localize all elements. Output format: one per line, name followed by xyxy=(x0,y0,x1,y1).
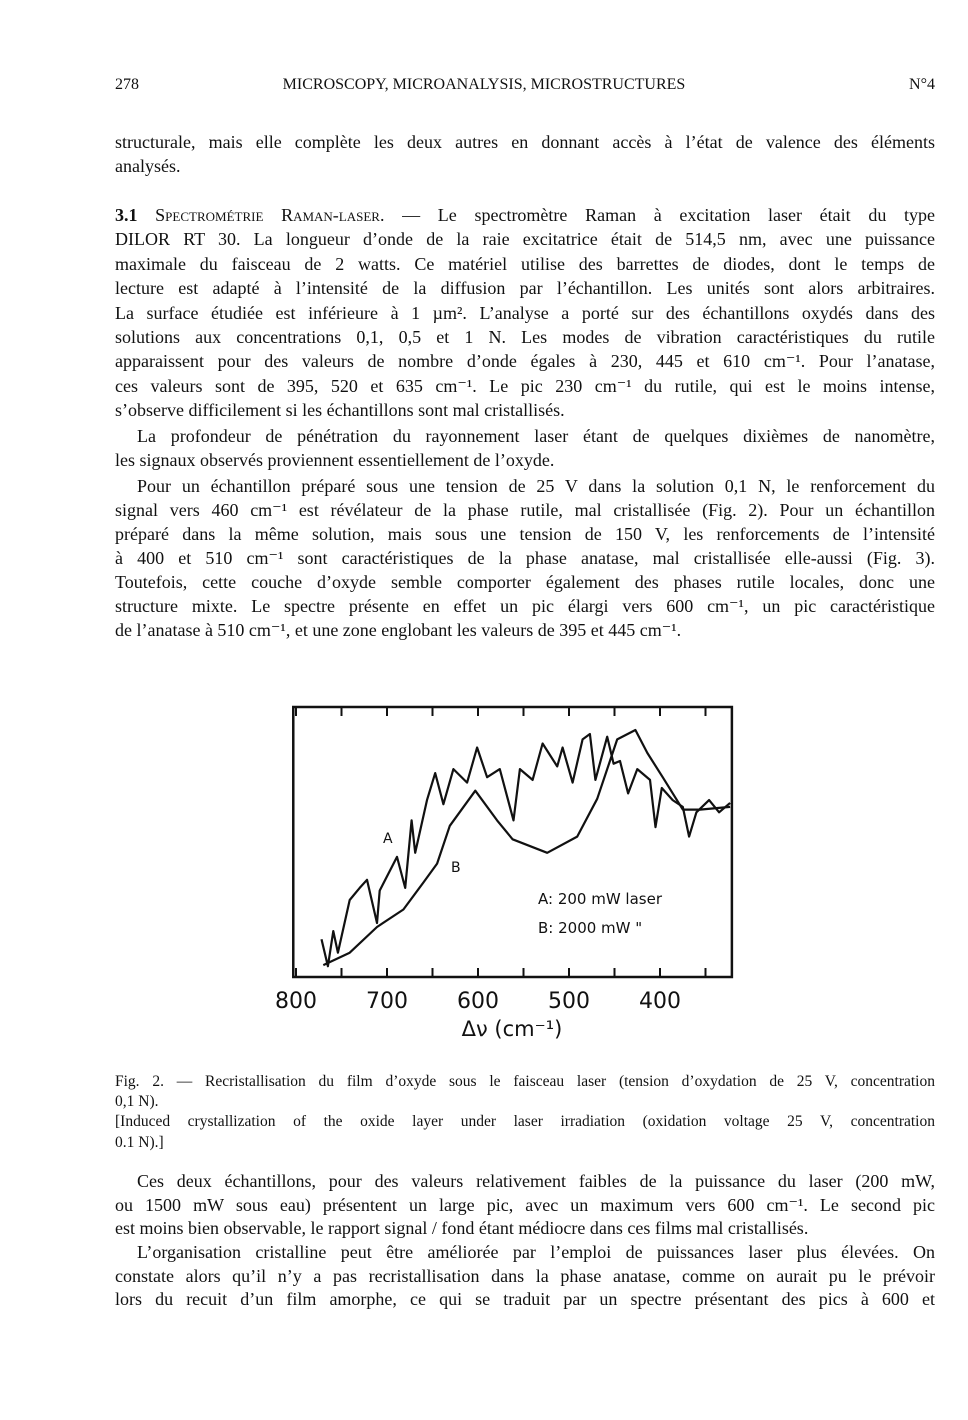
text-line: Ces deux échantillons, pour des valeurs relativement faibles de la puissance du laser (200 mW, xyxy=(137,1171,935,1191)
series-a-line xyxy=(322,734,731,966)
issue-number: N°4 xyxy=(909,76,935,93)
series-b-label: B xyxy=(451,860,461,876)
text-line: lecture est adapté à l’intensité de la diffusion par l’échantillon. Les unités sont alors arbitraires. xyxy=(115,278,935,299)
caption-fr-line: 0,1 N). xyxy=(115,1093,159,1111)
series-a-label: A xyxy=(383,831,393,847)
paragraph-penetration xyxy=(115,425,935,472)
text-line: lors du recuit d’un film amorphe, ce qui se traduit par un spectre présentant des pics à 600 et xyxy=(115,1289,935,1310)
figure-caption xyxy=(115,1072,935,1153)
x-tick-label: 800 xyxy=(275,989,317,1014)
text-line: est moins bien observable, le rapport signal / fond étant médiocre dans ces films mal cristallisés. xyxy=(115,1218,809,1239)
text-line: apparaissent pour des valeurs de nombre d’onde égales à 230, 445 et 610 cm⁻¹. Pour l’anatase, xyxy=(115,351,935,372)
paragraph-samples xyxy=(115,474,935,642)
text-line: structure mixte. Le spectre présente en effet un pic élargi vers 600 cm⁻¹, un pic caractéristique xyxy=(115,596,935,616)
text-line: maximale du faisceau de 2 watts. Ce matériel utilise des barrettes de diodes, dont le temps de xyxy=(115,253,935,274)
text-line: constate alors qu’il n’y a pas recristallisation dans la phase anatase, comme on aurait pu le prévoir xyxy=(115,1265,935,1286)
text-line: les signaux observés proviennent essentiellement de l’oxyde. xyxy=(115,449,555,470)
text-line: s’observe difficilement si les échantillons sont mal cristallisés. xyxy=(115,400,565,421)
text-line: ou 1500 mW sous eau) présentent un large pic, avec un maximum vers 600 cm⁻¹. Le second pic xyxy=(115,1194,935,1215)
plot-frame xyxy=(293,707,732,977)
text-line: solutions aux concentrations 0,1, 0,5 et 1 N. Les modes de vibration caractéristiques du rutile xyxy=(115,326,935,347)
text-line: de l’anatase à 510 cm⁻¹, et une zone englobant les valeurs de 395 et 445 cm⁻¹. xyxy=(115,620,682,640)
text-line: préparé dans la même solution, mais sous une tension de 150 V, les renforcements de l’intensité xyxy=(115,524,935,544)
x-tick-label: 700 xyxy=(366,989,408,1014)
text-line: La profondeur de pénétration du rayonnement laser étant de quelques dixièmes de nanomètre, xyxy=(137,426,935,446)
text-line: Toutefois, cette couche d’oxyde semble comporter également des phases rutile locales, donc une xyxy=(115,572,935,592)
section-first-line: — Le spectromètre Raman à excitation laser était du type xyxy=(384,205,935,225)
section-title: Spectrométrie Raman-laser. xyxy=(155,205,385,225)
section-heading-line xyxy=(115,203,935,227)
section-number: 3.1 xyxy=(115,205,138,225)
paragraph-high-power xyxy=(115,1241,935,1312)
x-tick-label: 600 xyxy=(457,989,499,1014)
section-body xyxy=(115,227,935,422)
caption-en-line: [Induced crystallization of the oxide layer under laser irradiation (oxidation voltage 25 V, concentration xyxy=(115,1113,935,1131)
page-number: 278 xyxy=(115,76,139,93)
paragraph-intro xyxy=(115,131,935,178)
caption-en-line: 0.1 N).] xyxy=(115,1133,164,1151)
text-line: La surface étudiée est inférieure à 1 µm². L’analyse a porté sur des échantillons oxydés dans des xyxy=(115,302,935,323)
paragraph-low-power xyxy=(115,1170,935,1241)
x-tick-label: 400 xyxy=(639,989,681,1014)
running-title: MICROSCOPY, MICROANALYSIS, MICROSTRUCTURES xyxy=(282,76,686,93)
x-axis-label: Δν (cm⁻¹) xyxy=(461,1017,563,1041)
section-3-1 xyxy=(115,203,935,423)
caption-fr-line: Fig. 2. — Recristallisation du film d’oxyde sous le faisceau laser (tension d’oxydation de 25 V, concentration xyxy=(115,1073,935,1090)
legend-entry: A: 200 mW laser xyxy=(538,890,662,908)
text-line: L’organisation cristalline peut être améliorée par l’emploi de puissances laser plus élevées. On xyxy=(137,1242,935,1262)
legend-entry: B: 2000 mW " xyxy=(538,919,643,937)
series-b-line xyxy=(323,730,730,965)
text-line: structurale, mais elle complète les deux autres en donnant accès à l’état de valence des éléments xyxy=(115,132,935,152)
text-line: Pour un échantillon préparé sous une tension de 25 V dans la solution 0,1 N, le renforcement du xyxy=(137,476,935,496)
x-tick-label: 500 xyxy=(548,989,590,1014)
raman-spectrum-chart xyxy=(275,695,760,1055)
text-line: DILOR RT 30. La longueur d’onde de la raie excitatrice était de 514,5 nm, avec une puissance xyxy=(115,229,935,250)
text-line: ces valeurs sont de 395, 520 et 635 cm⁻¹. Le pic 230 cm⁻¹ du rutile, qui est le moins intense, xyxy=(115,375,935,396)
text-line: analysés. xyxy=(115,155,181,176)
text-line: à 400 et 510 cm⁻¹ sont caractéristiques de la phase anatase, mal cristallisée elle-aussi (Fig. 3). xyxy=(115,548,935,568)
text-line: signal vers 460 cm⁻¹ est révélateur de la phase rutile, mal cristallisée (Fig. 2). Pour un échantillon xyxy=(115,500,935,520)
